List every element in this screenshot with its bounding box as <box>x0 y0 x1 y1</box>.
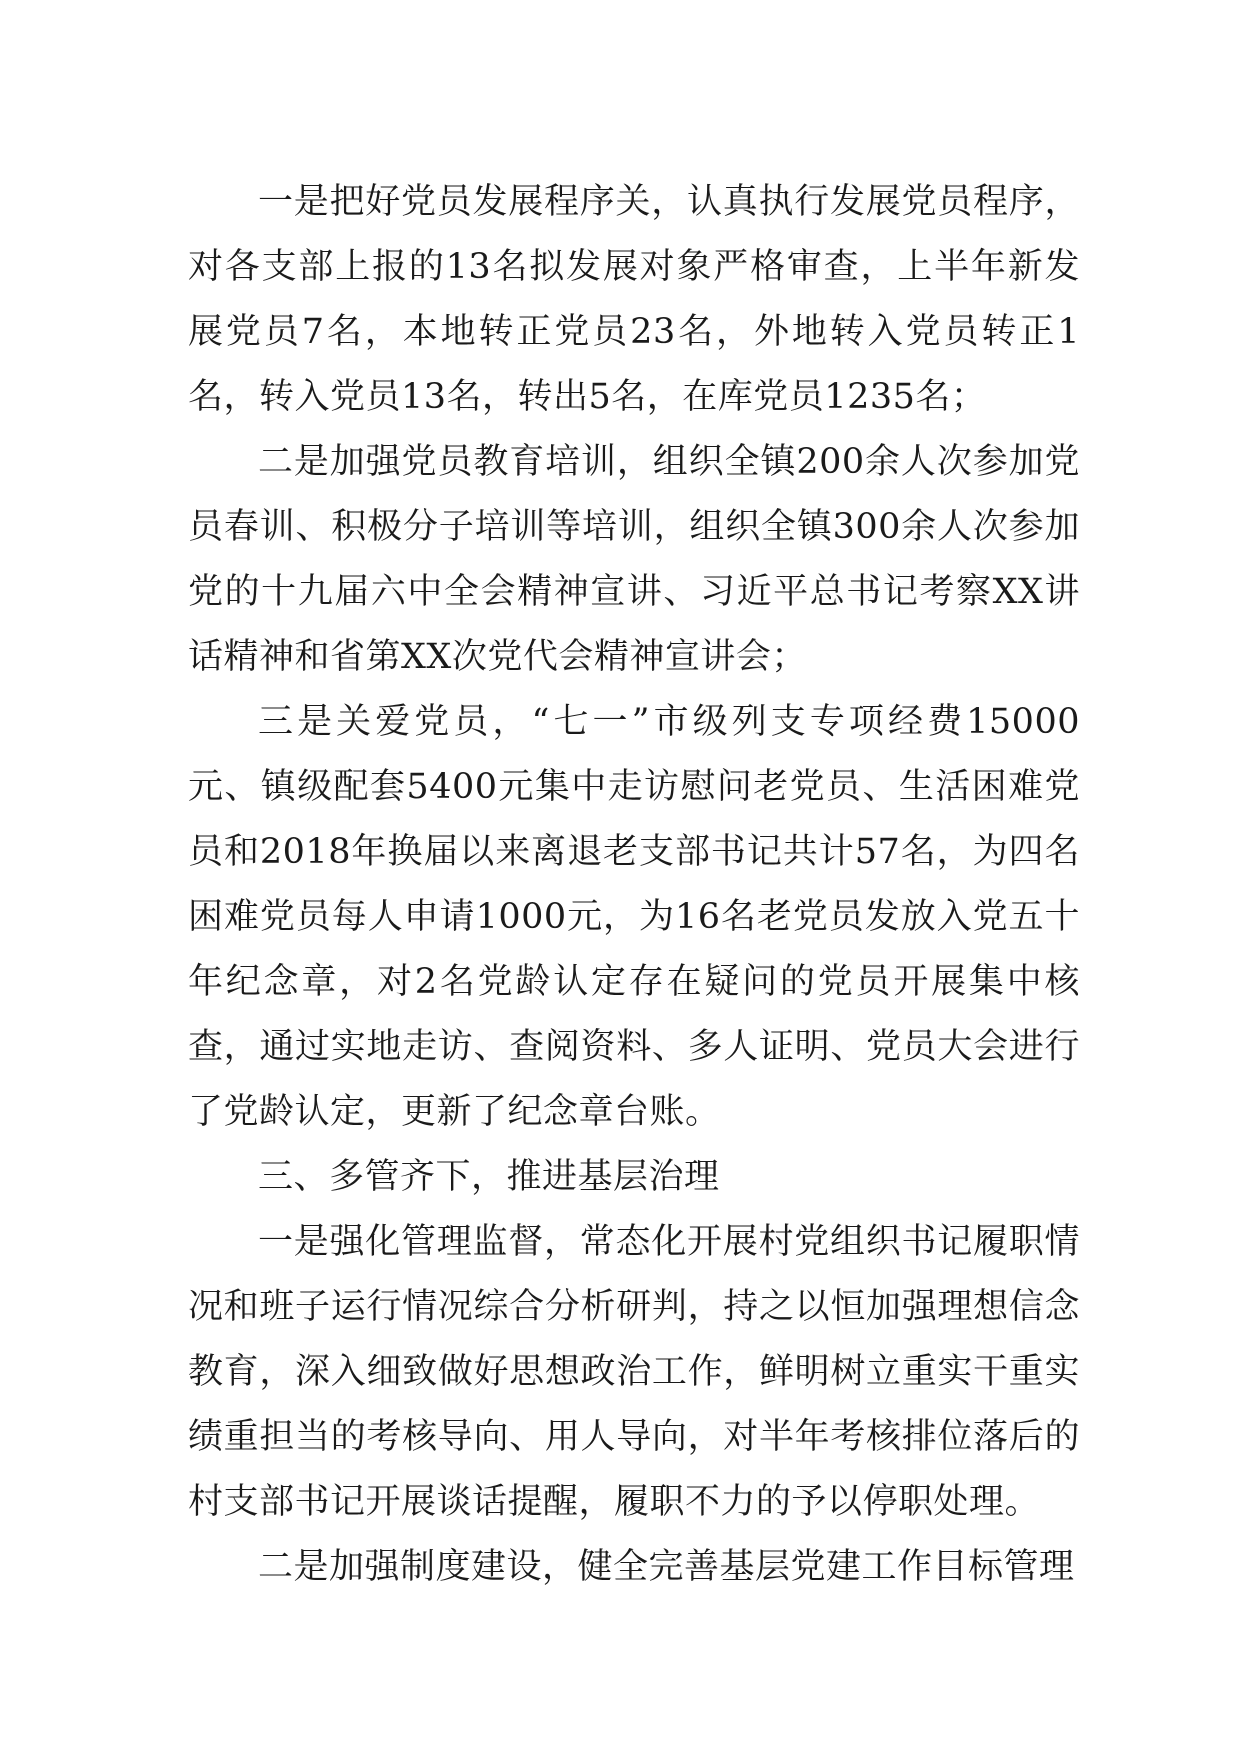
paragraph-member-training: 二是加强党员教育培训，组织全镇200余人次参加党员春训、积极分子培训等培训，组织全镇300余人次参加党的十九届六中全会精神宣讲、习近平总书记考察XX讲话精神和省第XX次党代会精神宣讲会； <box>188 442 1080 677</box>
document-body <box>188 170 1080 1600</box>
paragraph-system-building: 二是加强制度建设，健全完善基层党建工作目标管理 <box>258 1547 1075 1587</box>
section-heading-grassroots-governance: 三、多管齐下，推进基层治理 <box>258 1157 720 1197</box>
paragraph-management-supervision: 一是强化管理监督，常态化开展村党组织书记履职情况和班子运行情况综合分析研判，持之以恒加强理想信念教育，深入细致做好思想政治工作，鲜明树立重实干重实绩重担当的考核导向、用人导向，对半年考核排位落后的村支部书记开展谈话提醒，履职不力的予以停职处理。 <box>188 1222 1080 1522</box>
paragraph-member-development: 一是把好党员发展程序关，认真执行发展党员程序，对各支部上报的13名拟发展对象严格审查，上半年新发展党员7名，本地转正党员23名，外地转入党员转正1名，转入党员13名，转出5名，在库党员1235名； <box>188 182 1080 417</box>
paragraph-member-care: 三是关爱党员，“七一”市级列支专项经费15000元、镇级配套5400元集中走访慰问老党员、生活困难党员和2018年换届以来离退老支部书记共计57名，为四名困难党员每人申请1000元，为16名老党员发放入党五十年纪念章，对2名党龄认定存在疑问的党员开展集中核查，通过实地走访、查阅资料、多人证明、党员大会进行了党龄认定，更新了纪念章台账。 <box>188 702 1080 1132</box>
